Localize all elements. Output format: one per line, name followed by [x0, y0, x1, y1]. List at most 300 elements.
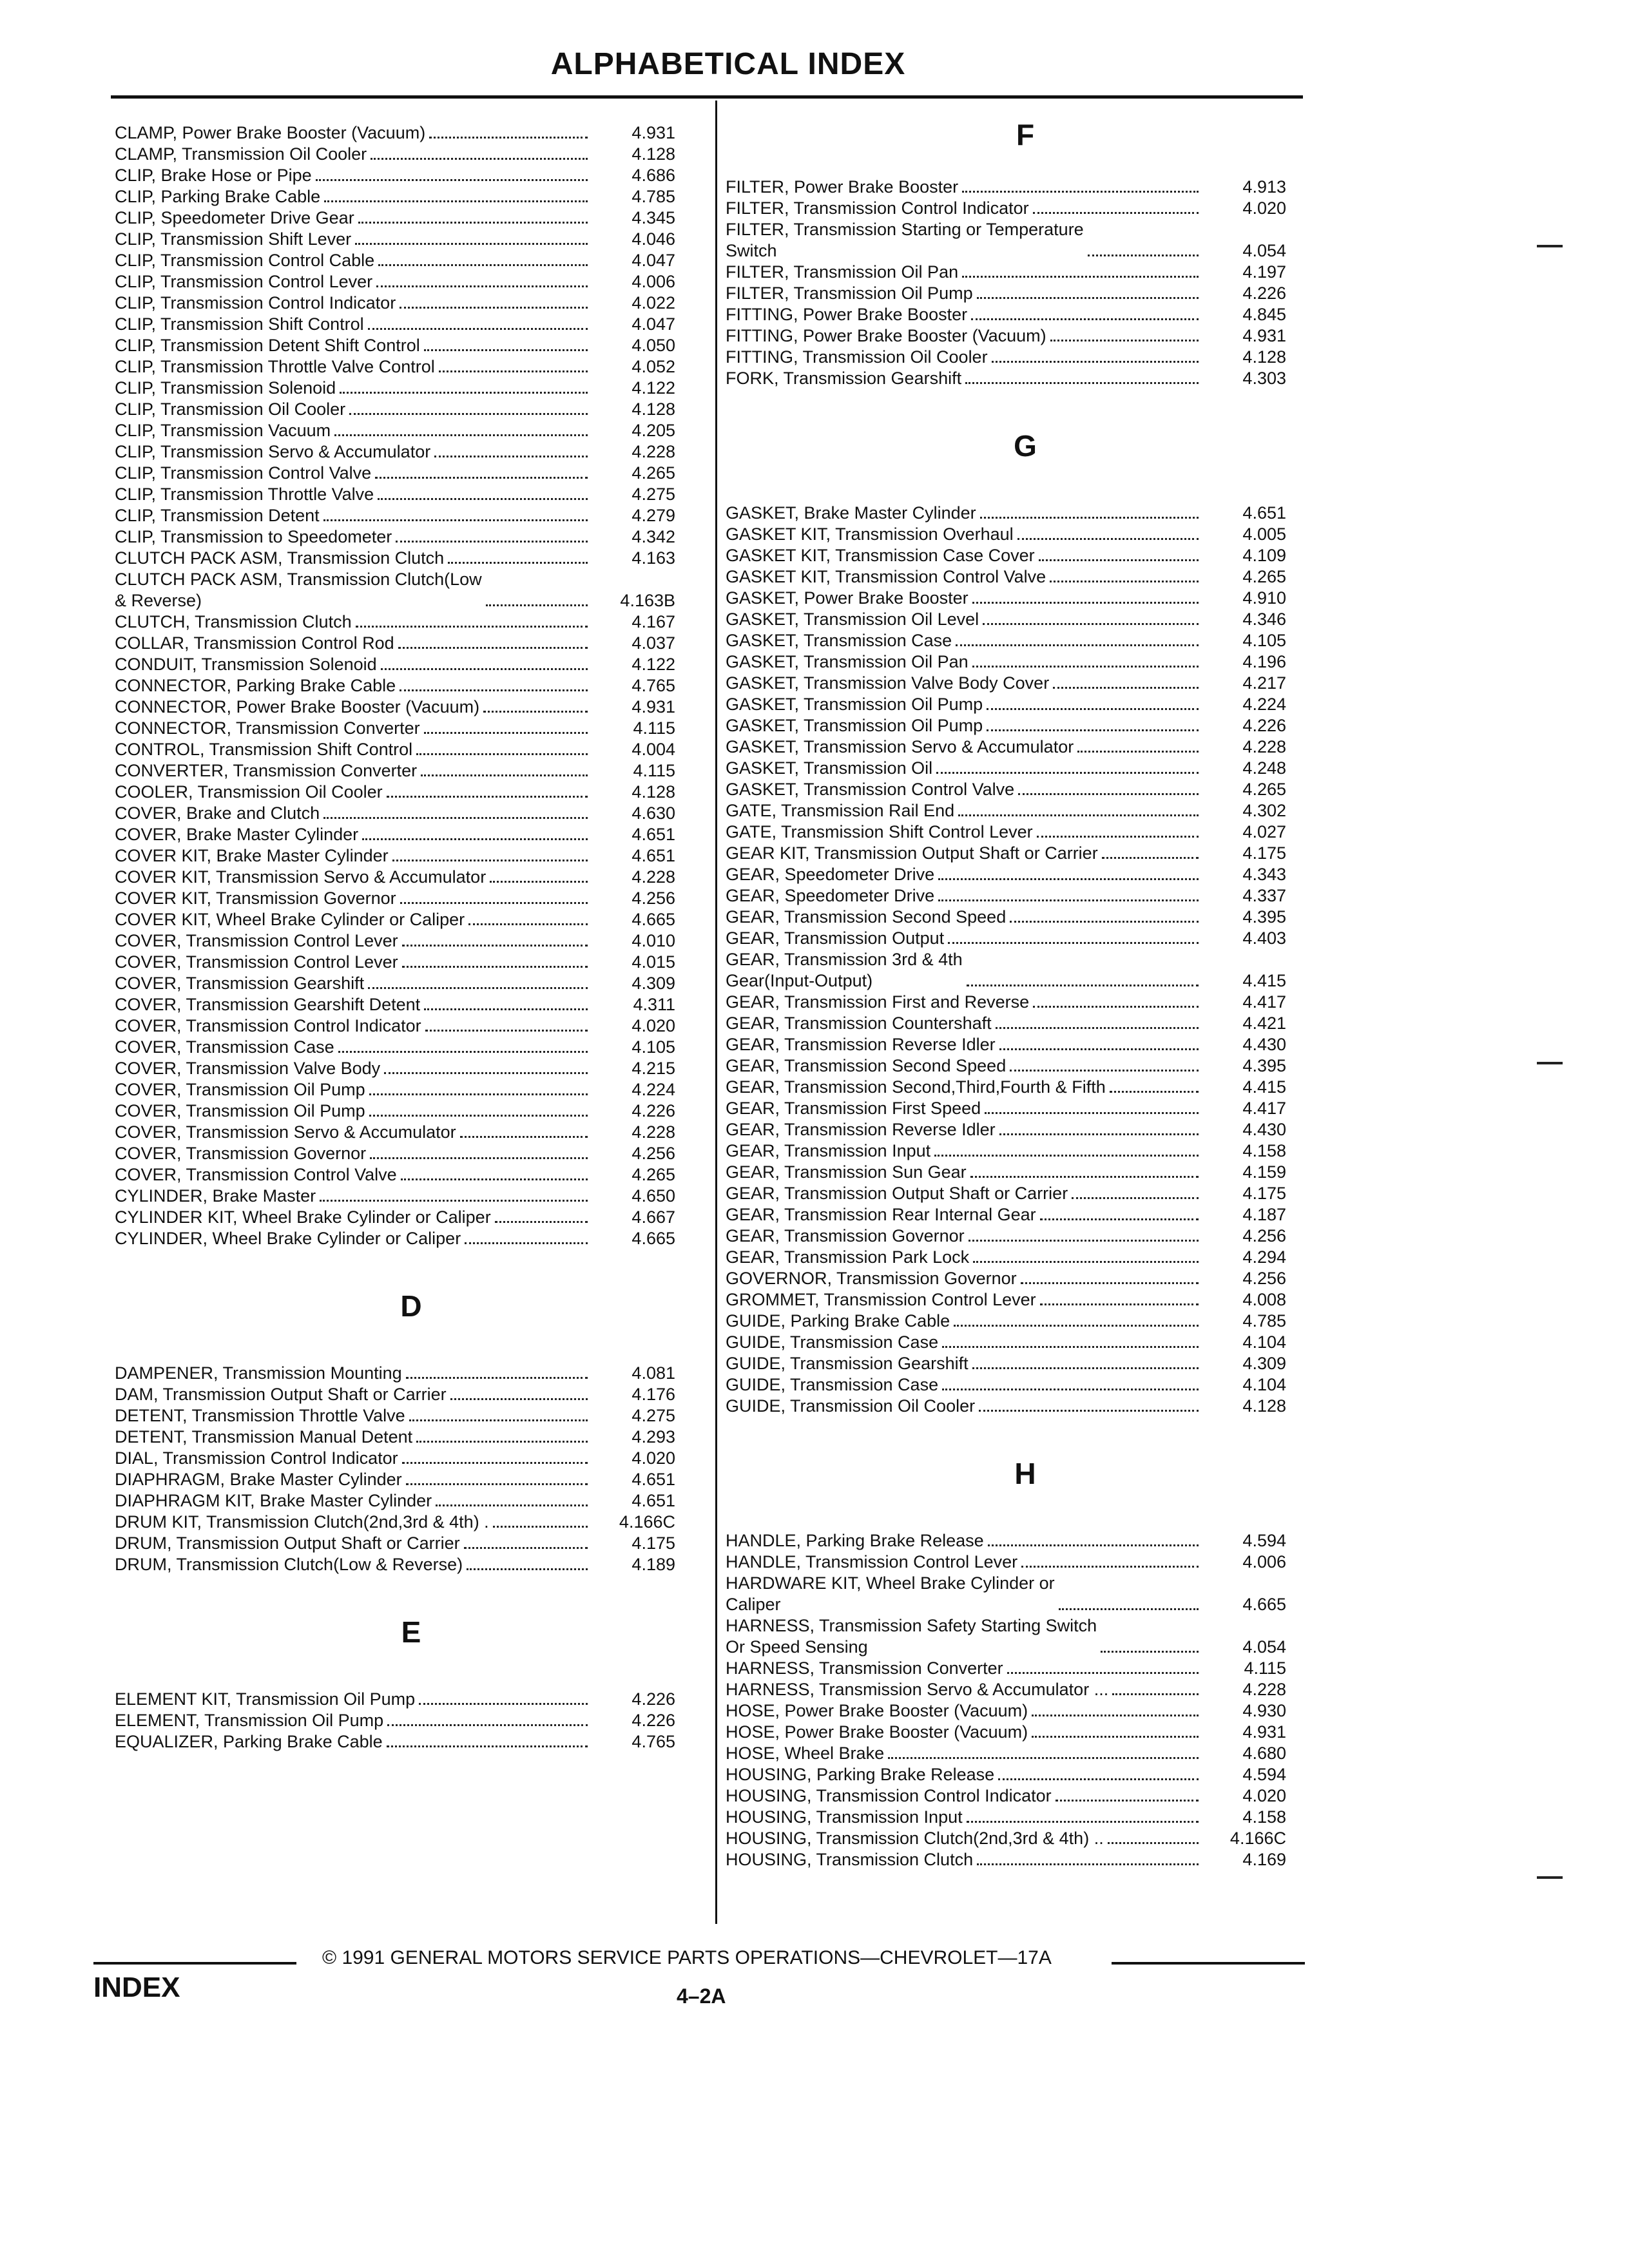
- entry-description: GEAR, Transmission First and Reverse: [726, 992, 1030, 1012]
- index-entry: [115, 1228, 708, 1249]
- entry-page-number: 4.128: [631, 399, 675, 419]
- dot-leader: [1021, 1282, 1199, 1284]
- entry-page-number: 4.309: [1242, 1354, 1286, 1373]
- dot-leader: [987, 729, 1199, 731]
- entry-page-number: 4.346: [1242, 610, 1286, 629]
- dot-leader: [369, 1093, 588, 1095]
- index-entry: [115, 420, 708, 441]
- entry-page-number: 4.027: [1242, 822, 1286, 841]
- entry-description: COVER, Transmission Case: [115, 1037, 334, 1057]
- dot-leader: [985, 1112, 1199, 1114]
- index-section: [726, 427, 1325, 1417]
- index-entry: [115, 633, 708, 654]
- dot-leader: [338, 1051, 588, 1053]
- section-letter: E: [401, 1615, 421, 1649]
- entry-page-number: 4.651: [631, 1491, 675, 1510]
- dot-leader: [465, 1242, 588, 1244]
- index-entry: [115, 207, 708, 229]
- entry-page-number: 4.785: [631, 187, 675, 206]
- entry-page-number: 4.022: [631, 293, 675, 312]
- entry-page-number: 4.109: [1242, 546, 1286, 565]
- entry-description: HANDLE, Transmission Control Lever: [726, 1552, 1018, 1571]
- dot-leader: [436, 1504, 588, 1506]
- dot-leader: [1072, 1197, 1199, 1199]
- entry-page-number: 4.302: [1242, 801, 1286, 820]
- index-entry: [115, 399, 708, 420]
- entry-description: GEAR, Speedometer Drive: [726, 886, 935, 905]
- entry-page-number: 4.052: [631, 357, 675, 376]
- dot-leader: [1108, 1842, 1199, 1844]
- entry-description: COVER KIT, Transmission Governor: [115, 889, 396, 908]
- page-number: 4–2A: [677, 1984, 726, 2008]
- index-entry: [115, 271, 708, 293]
- index-entry: [115, 356, 708, 378]
- entry-description: CONDUIT, Transmission Solenoid: [115, 655, 377, 674]
- entry-description: GEAR, Transmission Output: [726, 928, 945, 948]
- dot-leader: [368, 987, 588, 989]
- entry-page-number: 4.020: [1242, 1786, 1286, 1805]
- entry-description: COVER, Brake and Clutch: [115, 803, 320, 823]
- entry-description: GASKET, Transmission Oil: [726, 758, 933, 778]
- dot-leader: [398, 647, 588, 649]
- entry-description: ELEMENT KIT, Transmission Oil Pump: [115, 1689, 416, 1709]
- entry-description: GEAR KIT, Transmission Output Shaft or Carrier: [726, 843, 1098, 863]
- entry-page-number: 4.594: [1242, 1765, 1286, 1784]
- index-entry: [726, 1247, 1325, 1268]
- dot-leader: [387, 1745, 588, 1747]
- entry-page-number: 4.651: [1242, 503, 1286, 523]
- index-entry: [115, 293, 708, 314]
- index-entry: [115, 186, 708, 207]
- entry-description: DRUM, Transmission Output Shaft or Carrier: [115, 1533, 460, 1553]
- entry-page-number: 4.197: [1242, 262, 1286, 282]
- entry-page-number: 4.430: [1242, 1035, 1286, 1054]
- entry-page-number: 4.265: [631, 463, 675, 483]
- entry-page-number: 4.189: [631, 1555, 675, 1574]
- entry-description: CLIP, Transmission Control Valve: [115, 463, 372, 483]
- entry-description: GUIDE, Transmission Oil Cooler: [726, 1396, 976, 1416]
- entry-page-number: 4.931: [631, 697, 675, 716]
- entry-description: GEAR, Speedometer Drive: [726, 865, 935, 884]
- entry-page-number: 4.228: [631, 442, 675, 461]
- dot-leader: [1059, 1608, 1199, 1610]
- entry-description: CLIP, Parking Brake Cable: [115, 187, 321, 206]
- index-section: [115, 122, 708, 1249]
- entry-description: GASKET KIT, Transmission Overhaul: [726, 524, 1014, 544]
- dot-leader: [375, 477, 588, 479]
- dot-leader: [424, 732, 588, 734]
- entry-description: GEAR, Transmission Output Shaft or Carrier: [726, 1184, 1068, 1203]
- entry-description: FILTER, Transmission Starting or Temperature Switch: [726, 220, 1084, 260]
- dot-leader: [1021, 1566, 1199, 1568]
- entry-description: COVER, Transmission Control Lever: [115, 931, 398, 950]
- dot-leader: [416, 1441, 588, 1443]
- entry-description: DRUM KIT, Transmission Clutch(2nd,3rd & 4th) .: [115, 1512, 489, 1532]
- margin-mark: [1537, 1062, 1563, 1064]
- dot-leader: [888, 1757, 1199, 1759]
- index-entry: [726, 325, 1325, 347]
- index-entry: [726, 651, 1325, 673]
- entry-description: CLIP, Transmission Shift Lever: [115, 229, 352, 249]
- entry-page-number: 4.228: [631, 1122, 675, 1142]
- entry-page-number: 4.265: [1242, 567, 1286, 586]
- index-entry: [726, 1530, 1325, 1552]
- dot-leader: [1102, 857, 1199, 859]
- dot-leader: [490, 881, 588, 883]
- entry-page-number: 4.004: [631, 740, 675, 759]
- entry-description: CYLINDER KIT, Wheel Brake Cylinder or Caliper: [115, 1207, 491, 1227]
- entry-page-number: 4.015: [631, 952, 675, 972]
- index-entry: [726, 673, 1325, 694]
- dot-leader: [1053, 687, 1199, 689]
- dot-leader: [448, 562, 588, 564]
- entry-description: CLIP, Transmission Control Cable: [115, 251, 375, 270]
- index-entry: [726, 758, 1325, 779]
- entry-description: HARDWARE KIT, Wheel Brake Cylinder or Caliper: [726, 1573, 1055, 1614]
- entry-description: CLIP, Transmission Throttle Valve: [115, 485, 374, 504]
- index-entry: [726, 503, 1325, 524]
- index-entry: [726, 1849, 1325, 1870]
- entry-page-number: 4.630: [631, 803, 675, 823]
- index-entry: [115, 335, 708, 356]
- entry-description: CLIP, Transmission Throttle Valve Control: [115, 357, 435, 376]
- entry-description: GUIDE, Parking Brake Cable: [726, 1311, 950, 1331]
- entry-page-number: 4.395: [1242, 907, 1286, 927]
- entry-description: HOUSING, Transmission Input: [726, 1807, 963, 1827]
- entry-description: GASKET KIT, Transmission Control Valve: [726, 567, 1046, 586]
- index-entry: [726, 588, 1325, 609]
- dot-leader: [468, 923, 588, 925]
- dot-leader: [320, 1200, 588, 1202]
- right-column: [726, 116, 1325, 1870]
- dot-leader: [387, 1724, 588, 1726]
- entry-description: CONNECTOR, Power Brake Booster (Vacuum): [115, 697, 480, 716]
- dot-leader: [1010, 1070, 1199, 1072]
- entry-page-number: 4.345: [631, 208, 675, 227]
- dot-leader: [934, 1155, 1199, 1157]
- dot-leader: [419, 1703, 588, 1705]
- index-entry: [726, 1828, 1325, 1849]
- dot-leader: [1037, 836, 1199, 838]
- entry-description: GASKET, Transmission Oil Pump: [726, 695, 983, 714]
- section-letter: G: [1014, 429, 1037, 463]
- entry-page-number: 4.054: [1242, 241, 1286, 260]
- entry-page-number: 4.037: [631, 633, 675, 653]
- entry-page-number: 4.158: [1242, 1141, 1286, 1160]
- entry-page-number: 4.115: [633, 761, 675, 780]
- entry-description: CYLINDER, Wheel Brake Cylinder or Caliper: [115, 1229, 461, 1248]
- index-entry: [726, 1119, 1325, 1140]
- entry-description: GASKET, Transmission Oil Pan: [726, 652, 969, 671]
- entry-description: CONNECTOR, Parking Brake Cable: [115, 676, 396, 695]
- entry-page-number: 4.050: [631, 336, 675, 355]
- entry-description: HOSE, Wheel Brake: [726, 1744, 885, 1763]
- index-section: [726, 116, 1325, 389]
- dot-leader: [402, 945, 588, 947]
- dot-leader: [368, 328, 588, 330]
- entry-description: DIAPHRAGM KIT, Brake Master Cylinder: [115, 1491, 432, 1510]
- dot-leader: [954, 1325, 1199, 1327]
- index-entry: [726, 928, 1325, 949]
- index-entry: [726, 524, 1325, 545]
- entry-page-number: 4.226: [631, 1711, 675, 1730]
- entry-description: CLIP, Transmission Vacuum: [115, 421, 331, 440]
- entry-description: HANDLE, Parking Brake Release: [726, 1531, 984, 1550]
- entry-description: DAMPENER, Transmission Mounting: [115, 1363, 402, 1383]
- dot-leader: [1007, 1672, 1199, 1674]
- entry-description: GATE, Transmission Shift Control Lever: [726, 822, 1033, 841]
- left-column: [115, 122, 708, 1753]
- entry-description: CLIP, Speedometer Drive Gear: [115, 208, 354, 227]
- entry-description: CYLINDER, Brake Master: [115, 1186, 316, 1206]
- entry-description: COVER, Transmission Servo & Accumulator: [115, 1122, 456, 1142]
- entry-page-number: 4.248: [1242, 758, 1286, 778]
- entry-description: CLIP, Transmission Detent: [115, 506, 320, 525]
- index-entry: [115, 122, 708, 144]
- entry-description: COVER, Transmission Governor: [115, 1144, 367, 1163]
- dot-leader: [323, 817, 588, 819]
- dot-leader: [1032, 1736, 1199, 1738]
- section-letter: D: [400, 1289, 422, 1323]
- index-entry: [726, 545, 1325, 566]
- index-entry: [115, 314, 708, 335]
- entry-page-number: 4.081: [631, 1363, 675, 1383]
- dot-leader: [1033, 1006, 1199, 1008]
- entry-description: CLIP, Transmission to Speedometer: [115, 527, 392, 546]
- entry-page-number: 4.166C: [1229, 1829, 1286, 1848]
- index-entry: [115, 739, 708, 760]
- entry-description: CONTROL, Transmission Shift Control: [115, 740, 413, 759]
- dot-leader: [938, 878, 1199, 880]
- dot-leader: [1033, 212, 1199, 214]
- entry-page-number: 4.175: [1242, 843, 1286, 863]
- entry-page-number: 4.008: [1242, 1290, 1286, 1309]
- dot-leader: [972, 1367, 1199, 1369]
- dot-leader: [1018, 793, 1199, 795]
- entry-description: GATE, Transmission Rail End: [726, 801, 955, 820]
- page-title: ALPHABETICAL INDEX: [550, 47, 906, 81]
- entry-page-number: 4.047: [631, 314, 675, 334]
- index-entry: [726, 1743, 1325, 1764]
- entry-page-number: 4.665: [631, 910, 675, 929]
- entry-page-number: 4.275: [631, 485, 675, 504]
- dot-leader: [1110, 1091, 1199, 1093]
- index-entry: [726, 694, 1325, 715]
- index-entry: [726, 566, 1325, 588]
- entry-page-number: 4.187: [1242, 1205, 1286, 1224]
- entry-page-number: 4.104: [1242, 1332, 1286, 1352]
- entry-page-number: 4.309: [631, 974, 675, 993]
- dot-leader: [942, 1346, 1199, 1348]
- entry-description: COLLAR, Transmission Control Rod: [115, 633, 394, 653]
- dot-leader: [936, 772, 1199, 774]
- entry-description: GEAR, Transmission Rear Internal Gear: [726, 1205, 1036, 1224]
- index-entry: [115, 548, 708, 569]
- index-entry: [115, 1710, 708, 1731]
- dot-leader: [493, 1526, 588, 1528]
- index-entry: [115, 675, 708, 697]
- dot-leader: [464, 1547, 588, 1549]
- entry-page-number: 4.224: [1242, 695, 1286, 714]
- dot-leader: [998, 1778, 1199, 1780]
- dot-leader: [973, 1261, 1199, 1263]
- index-entry: [726, 1162, 1325, 1183]
- dot-leader: [396, 541, 588, 543]
- index-entry: [115, 144, 708, 165]
- index-entry: [726, 177, 1325, 198]
- entry-page-number: 4.175: [1242, 1184, 1286, 1203]
- index-entry: [726, 843, 1325, 864]
- title-rule: [111, 95, 1303, 99]
- index-entry: [115, 611, 708, 633]
- index-entry: [115, 1079, 708, 1100]
- index-entry: [115, 718, 708, 739]
- dot-leader: [969, 1240, 1199, 1242]
- index-entry: [726, 219, 1325, 262]
- entry-description: HOSE, Power Brake Booster (Vacuum): [726, 1722, 1028, 1742]
- entry-page-number: 4.686: [631, 166, 675, 185]
- entry-page-number: 4.122: [631, 378, 675, 398]
- entry-page-number: 4.159: [1242, 1162, 1286, 1182]
- index-entry: [115, 1512, 708, 1533]
- entry-description: CLUTCH PACK ASM, Transmission Clutch(Low & Reverse): [115, 570, 482, 610]
- entry-page-number: 4.913: [1242, 177, 1286, 197]
- entry-page-number: 4.226: [631, 1689, 675, 1709]
- dot-leader: [1017, 538, 1199, 540]
- dot-leader: [323, 519, 588, 521]
- index-entry: [726, 1140, 1325, 1162]
- entry-page-number: 4.265: [1242, 780, 1286, 799]
- entry-description: GASKET, Transmission Case: [726, 631, 952, 650]
- dot-leader: [1039, 559, 1199, 561]
- entry-page-number: 4.343: [1242, 865, 1286, 884]
- index-entry: [115, 994, 708, 1015]
- entry-description: ELEMENT, Transmission Oil Pump: [115, 1711, 384, 1730]
- entry-description: GEAR, Transmission Second Speed: [726, 1056, 1007, 1075]
- entry-page-number: 4.415: [1242, 1077, 1286, 1097]
- index-entry: [726, 1013, 1325, 1034]
- entry-description: CLIP, Transmission Shift Control: [115, 314, 364, 334]
- dot-leader: [400, 902, 588, 904]
- dot-leader: [370, 1157, 588, 1159]
- dot-leader: [972, 602, 1199, 604]
- dot-leader: [992, 361, 1199, 363]
- entry-description: GUIDE, Transmission Case: [726, 1375, 939, 1394]
- entry-page-number: 4.910: [1242, 588, 1286, 608]
- entry-page-number: 4.228: [631, 867, 675, 887]
- entry-page-number: 4.020: [631, 1016, 675, 1035]
- dot-leader: [434, 456, 588, 457]
- entry-page-number: 4.205: [631, 421, 675, 440]
- entry-page-number: 4.105: [1242, 631, 1286, 650]
- dot-leader: [406, 1483, 588, 1485]
- index-entry: [726, 1098, 1325, 1119]
- index-entry: [115, 803, 708, 824]
- index-entry: [726, 907, 1325, 928]
- index-entry: [115, 1015, 708, 1037]
- entry-page-number: 4.046: [631, 229, 675, 249]
- entry-page-number: 4.667: [631, 1207, 675, 1227]
- dot-leader: [486, 604, 588, 606]
- index-entry: [726, 949, 1325, 992]
- entry-page-number: 4.010: [631, 931, 675, 950]
- index-entry: [726, 1353, 1325, 1374]
- dot-leader: [402, 966, 588, 968]
- index-entry: [726, 1077, 1325, 1098]
- dot-leader: [962, 276, 1199, 278]
- entry-description: HARNESS, Transmission Converter: [726, 1658, 1003, 1678]
- entry-description: COVER, Transmission Control Valve: [115, 1165, 397, 1184]
- entry-description: GEAR, Transmission 3rd & 4th Gear(Input-Output): [726, 950, 963, 990]
- entry-page-number: 4.020: [1242, 198, 1286, 218]
- entry-description: GEAR, Transmission Sun Gear: [726, 1162, 967, 1182]
- entry-description: HARNESS, Transmission Servo & Accumulator ...: [726, 1680, 1109, 1699]
- index-entry: [115, 1384, 708, 1405]
- dot-leader: [1055, 1800, 1199, 1802]
- dot-leader: [369, 1115, 588, 1117]
- entry-description: GASKET, Brake Master Cylinder: [726, 503, 976, 523]
- entry-page-number: 4.395: [1242, 1056, 1286, 1075]
- index-entry: [115, 229, 708, 250]
- index-entry: [726, 1034, 1325, 1055]
- dot-leader: [967, 985, 1199, 986]
- entry-page-number: 4.403: [1242, 928, 1286, 948]
- entry-page-number: 4.105: [631, 1037, 675, 1057]
- entry-description: HOUSING, Transmission Clutch(2nd,3rd & 4th) ..: [726, 1829, 1104, 1848]
- copyright-line: © 1991 GENERAL MOTORS SERVICE PARTS OPERATIONS—CHEVROLET—17A: [322, 1947, 1052, 1968]
- dot-leader: [429, 137, 588, 139]
- entry-description: GOVERNOR, Transmission Governor: [726, 1269, 1017, 1288]
- index-entry: [115, 1405, 708, 1427]
- index-entry: [115, 867, 708, 888]
- dot-leader: [958, 814, 1199, 816]
- entry-description: GASKET, Transmission Oil Level: [726, 610, 979, 629]
- entry-description: CLAMP, Power Brake Booster (Vacuum): [115, 123, 426, 142]
- index-section: [115, 1287, 708, 1575]
- entry-page-number: 4.226: [631, 1101, 675, 1120]
- entry-description: EQUALIZER, Parking Brake Cable: [115, 1732, 383, 1751]
- index-entry: [726, 1204, 1325, 1225]
- entry-description: CLAMP, Transmission Oil Cooler: [115, 144, 367, 164]
- index-entry: [726, 1268, 1325, 1289]
- entry-description: HOUSING, Transmission Control Indicator: [726, 1786, 1052, 1805]
- entry-page-number: 4.176: [631, 1385, 675, 1404]
- dot-leader: [938, 899, 1199, 901]
- entry-description: GROMMET, Transmission Control Lever: [726, 1290, 1036, 1309]
- index-entry: [726, 262, 1325, 283]
- dot-leader: [979, 1410, 1199, 1412]
- entry-page-number: 4.006: [631, 272, 675, 291]
- entry-description: HOUSING, Parking Brake Release: [726, 1765, 995, 1784]
- entry-description: GEAR, Transmission Second Speed: [726, 907, 1007, 927]
- index-entry: [115, 845, 708, 867]
- entry-page-number: 4.256: [631, 1144, 675, 1163]
- index-entry: [115, 441, 708, 463]
- dot-leader: [416, 753, 588, 755]
- entry-description: DAM, Transmission Output Shaft or Carrier: [115, 1385, 447, 1404]
- index-entry: [115, 505, 708, 526]
- dot-leader: [324, 200, 588, 202]
- index-entry: [115, 1186, 708, 1207]
- dot-leader: [956, 644, 1199, 646]
- index-entry: [115, 1143, 708, 1164]
- entry-description: HARNESS, Transmission Safety Starting Switch Or Speed Sensing: [726, 1616, 1097, 1657]
- entry-page-number: 4.224: [631, 1080, 675, 1099]
- index-entry: [726, 1183, 1325, 1204]
- entry-page-number: 4.217: [1242, 673, 1286, 693]
- index-entry: [726, 630, 1325, 651]
- entry-page-number: 4.005: [1242, 524, 1286, 544]
